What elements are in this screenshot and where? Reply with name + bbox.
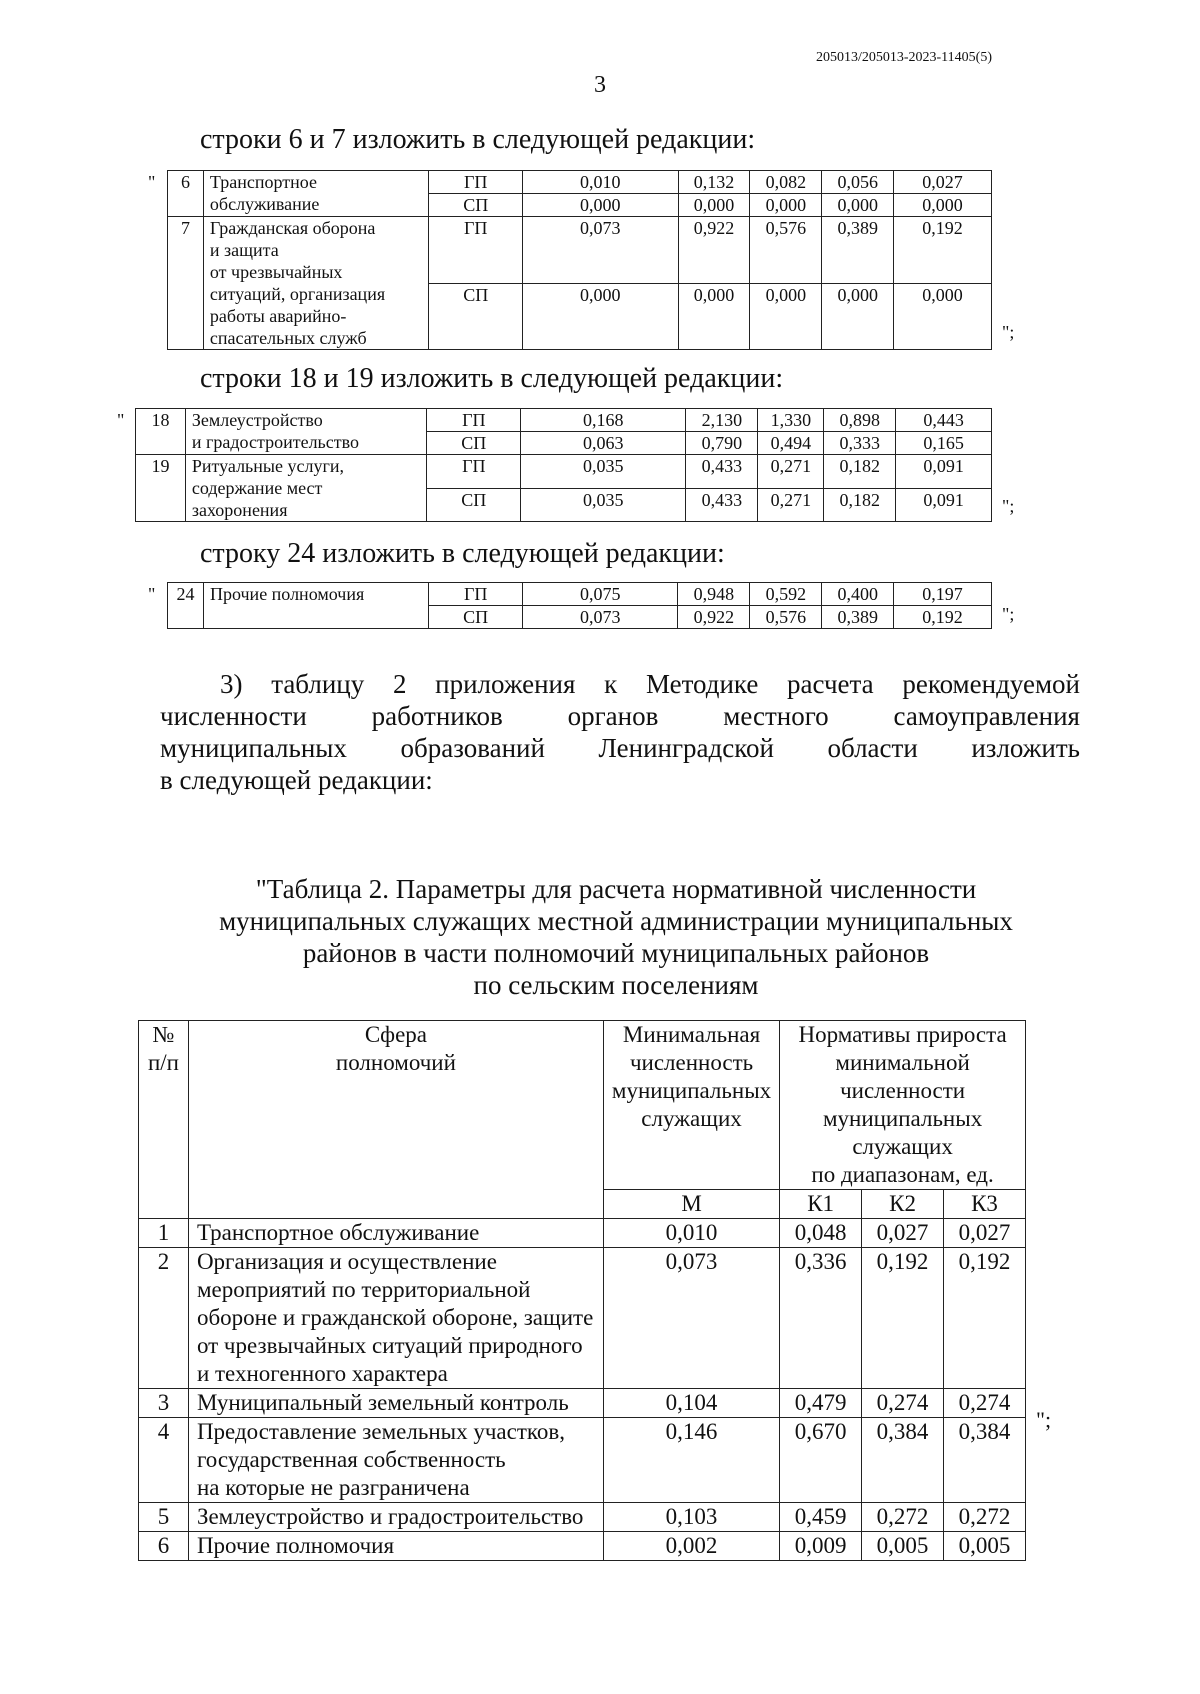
value-cell: 0,056 — [822, 171, 894, 194]
value-cell: 1,330 — [758, 409, 824, 432]
value-cell: 0,000 — [894, 283, 992, 350]
text-line: служащих — [641, 1106, 742, 1131]
value-k1: 0,479 — [780, 1389, 862, 1418]
table-row — [168, 583, 993, 606]
value-k2: 0,192 — [862, 1248, 944, 1389]
text-line: численность — [629, 1050, 754, 1075]
row-spacer — [991, 455, 992, 489]
value-m: 0,104 — [603, 1389, 779, 1418]
row-type: ГП — [429, 217, 523, 284]
header-num — [139, 1021, 189, 1219]
value-cell: 0,948 — [678, 583, 750, 606]
value-cell: 0,192 — [894, 217, 992, 284]
section2-heading: строки 18 и 19 изложить в следующей редакции: — [200, 363, 784, 394]
row-spacer — [991, 283, 992, 350]
value-k1: 0,459 — [780, 1503, 862, 1532]
table2-title-line: районов в части полномочий муниципальных районов — [302, 938, 930, 968]
word: самоуправления — [893, 701, 1080, 731]
row-number: 6 — [139, 1532, 189, 1561]
word: к — [604, 669, 618, 699]
value-m: 0,146 — [603, 1418, 779, 1503]
value-cell: 0,922 — [678, 606, 750, 629]
row-name — [188, 1503, 603, 1532]
paragraph-line-4: в следующей редакции: — [160, 765, 433, 795]
word: изложить — [971, 733, 1080, 763]
text-line: на которые не разграничена — [196, 1475, 470, 1500]
section3-open-quote: " — [148, 584, 156, 604]
row-name — [188, 1418, 603, 1503]
text-line: и защита — [209, 240, 279, 260]
word: образований — [400, 733, 545, 763]
value-cell: 0,073 — [523, 217, 678, 284]
row-number: 18 — [136, 409, 186, 455]
header-norm — [780, 1021, 1026, 1190]
row-type: СП — [429, 283, 523, 350]
row-type: СП — [427, 488, 521, 522]
table2-title — [0, 873, 1200, 1001]
word: работников — [371, 701, 503, 731]
text-line: Прочие полномочия — [209, 584, 365, 604]
paragraph-line-3 — [160, 732, 1080, 764]
value-cell: 0,000 — [822, 194, 894, 217]
text-line: Гражданская оборона — [209, 218, 376, 238]
table-row — [139, 1248, 1026, 1389]
word: муниципальных — [160, 733, 347, 763]
value-cell: 0,443 — [896, 409, 992, 432]
value-k2: 0,274 — [862, 1389, 944, 1418]
header-k1: К1 — [780, 1190, 862, 1219]
word: местного — [723, 701, 829, 731]
section1-open-quote: " — [148, 172, 156, 192]
value-k2: 0,272 — [862, 1503, 944, 1532]
value-cell: 0,433 — [686, 488, 758, 522]
value-k1: 0,336 — [780, 1248, 862, 1389]
table-row — [139, 1532, 1026, 1561]
word: таблицу — [271, 669, 365, 699]
row-number: 3 — [139, 1389, 189, 1418]
value-m: 0,103 — [603, 1503, 779, 1532]
value-cell: 0,000 — [750, 194, 822, 217]
section2-close-quote: "; — [1002, 496, 1015, 516]
row-type: СП — [427, 432, 521, 455]
text-line: захоронения — [191, 500, 288, 520]
value-k3: 0,005 — [944, 1532, 1026, 1561]
value-cell: 0,922 — [678, 217, 750, 284]
row-name — [188, 1248, 603, 1389]
word: Ленинградской — [598, 733, 774, 763]
value-cell: 2,130 — [686, 409, 758, 432]
value-k3: 0,272 — [944, 1503, 1026, 1532]
row-number: 6 — [168, 171, 204, 217]
row-number: 24 — [168, 583, 204, 629]
text-line: № — [152, 1022, 175, 1047]
paragraph-line-2 — [160, 700, 1080, 732]
value-cell: 0,898 — [824, 409, 896, 432]
row-type: ГП — [427, 455, 521, 489]
row-name — [188, 1389, 603, 1418]
value-cell: 0,027 — [894, 171, 992, 194]
header-k3: К3 — [944, 1190, 1026, 1219]
word: 3) — [220, 669, 243, 699]
text-line: Нормативы прироста — [798, 1022, 1007, 1047]
value-cell: 0,168 — [521, 409, 686, 432]
value-cell: 0,091 — [896, 455, 992, 489]
text-line: ситуаций, организация — [209, 284, 386, 304]
row-spacer — [991, 583, 992, 606]
section1-close-quote: "; — [1002, 322, 1015, 342]
value-cell: 0,000 — [523, 283, 678, 350]
text-line: и техногенного характера — [196, 1361, 448, 1386]
word: области — [827, 733, 918, 763]
value-cell: 0,165 — [896, 432, 992, 455]
value-cell: 0,271 — [758, 488, 824, 522]
table-row — [139, 1389, 1026, 1418]
document-id: 205013/205013-2023-11405(5) — [815, 50, 992, 65]
table-row — [139, 1503, 1026, 1532]
row-spacer — [991, 488, 992, 522]
text-line: содержание мест — [191, 478, 323, 498]
row-number: 1 — [139, 1219, 189, 1248]
value-cell: 0,091 — [896, 488, 992, 522]
text-line: мероприятий по территориальной — [196, 1277, 531, 1302]
value-cell: 0,592 — [750, 583, 822, 606]
row-name — [185, 455, 427, 522]
value-cell: 0,389 — [822, 606, 894, 629]
text-line: п/п — [147, 1050, 179, 1075]
row-type: ГП — [427, 409, 521, 432]
value-k3: 0,384 — [944, 1418, 1026, 1503]
value-cell: 0,063 — [521, 432, 686, 455]
value-cell: 0,182 — [824, 488, 896, 522]
value-cell: 0,197 — [894, 583, 992, 606]
value-cell: 0,494 — [758, 432, 824, 455]
text-line: служащих — [852, 1134, 953, 1159]
value-k2: 0,384 — [862, 1418, 944, 1503]
row-spacer — [991, 217, 992, 284]
section1-heading: строки 6 и 7 изложить в следующей редакции: — [200, 124, 756, 155]
text-line: Землеустройство и градостроительство — [196, 1504, 584, 1529]
text-line: Муниципальный земельный контроль — [196, 1390, 569, 1415]
value-cell: 0,576 — [750, 606, 822, 629]
text-line: спасательных служб — [209, 328, 367, 348]
text-line: Организация и осуществление — [196, 1249, 497, 1274]
text-line: численности — [840, 1078, 966, 1103]
value-cell: 0,790 — [686, 432, 758, 455]
page-number: 3 — [594, 72, 606, 98]
table2 — [138, 1020, 1026, 1561]
text-line: обслуживание — [209, 194, 320, 214]
text-line: муниципальных — [611, 1078, 772, 1103]
word: Методике — [645, 669, 759, 699]
text-line: минимальной — [835, 1050, 970, 1075]
word: 2 — [392, 669, 407, 699]
section3-table — [167, 582, 993, 629]
row-spacer — [991, 194, 992, 217]
value-cell: 0,035 — [521, 488, 686, 522]
row-spacer — [991, 606, 992, 629]
row-number: 4 — [139, 1418, 189, 1503]
value-k3: 0,027 — [944, 1219, 1026, 1248]
value-cell: 0,073 — [523, 606, 678, 629]
text-line: Землеустройство — [191, 410, 323, 430]
row-name — [203, 583, 428, 629]
value-cell: 0,271 — [758, 455, 824, 489]
table2-title-line: муниципальных служащих местной администрации муниципальных — [219, 906, 1013, 936]
word: органов — [567, 701, 659, 731]
value-cell: 0,010 — [523, 171, 678, 194]
row-spacer — [991, 409, 992, 432]
row-spacer — [991, 432, 992, 455]
table2-close-quote: "; — [1036, 1407, 1052, 1432]
text-line: и градостроительство — [191, 432, 359, 452]
amendment-paragraph — [160, 668, 1080, 796]
value-k2: 0,027 — [862, 1219, 944, 1248]
text-line: обороне и гражданской обороне, защите — [196, 1305, 594, 1330]
text-line: Транспортное — [209, 172, 317, 192]
text-line: Сфера — [364, 1022, 428, 1047]
section2-open-quote: " — [117, 410, 125, 430]
text-line: от чрезвычайных — [209, 262, 343, 282]
value-cell: 0,082 — [750, 171, 822, 194]
section2-table — [135, 408, 993, 522]
row-type: СП — [429, 194, 523, 217]
text-line: Предоставление земельных участков, — [196, 1419, 565, 1444]
header-k2: К2 — [862, 1190, 944, 1219]
header-min — [603, 1021, 779, 1190]
word: расчета — [787, 669, 874, 699]
row-type: ГП — [429, 583, 523, 606]
table-row — [168, 171, 993, 194]
text-line: муниципальных — [822, 1106, 983, 1131]
value-k3: 0,274 — [944, 1389, 1026, 1418]
value-cell: 0,000 — [750, 283, 822, 350]
table-row — [168, 217, 993, 284]
value-m: 0,002 — [603, 1532, 779, 1561]
value-k1: 0,009 — [780, 1532, 862, 1561]
section1-table — [167, 170, 993, 350]
text-line: по диапазонам, ед. — [811, 1162, 994, 1187]
text-line: Транспортное обслуживание — [196, 1220, 480, 1245]
text-line: Прочие полномочия — [196, 1533, 395, 1558]
value-m: 0,073 — [603, 1248, 779, 1389]
value-cell: 0,000 — [678, 283, 750, 350]
value-cell: 0,000 — [894, 194, 992, 217]
paragraph-line-1 — [160, 668, 1080, 700]
value-cell: 0,400 — [822, 583, 894, 606]
value-cell: 0,000 — [678, 194, 750, 217]
value-cell: 0,333 — [824, 432, 896, 455]
value-cell: 0,433 — [686, 455, 758, 489]
row-name — [188, 1532, 603, 1561]
word: приложения — [435, 669, 576, 699]
row-name — [203, 217, 428, 350]
text-line: Минимальная — [622, 1022, 761, 1047]
value-k2: 0,005 — [862, 1532, 944, 1561]
header-sphere — [188, 1021, 603, 1219]
value-cell: 0,000 — [523, 194, 678, 217]
text-line: от чрезвычайных ситуаций природного — [196, 1333, 583, 1358]
word: рекомендуемой — [902, 669, 1080, 699]
text-line: государственная собственность — [196, 1447, 506, 1472]
table-row — [139, 1418, 1026, 1503]
value-k1: 0,048 — [780, 1219, 862, 1248]
section3-close-quote: "; — [1002, 604, 1015, 624]
row-spacer — [991, 171, 992, 194]
value-cell: 0,035 — [521, 455, 686, 489]
table-row — [139, 1219, 1026, 1248]
text-line: работы аварийно- — [209, 306, 347, 326]
value-cell: 0,389 — [822, 217, 894, 284]
row-number: 5 — [139, 1503, 189, 1532]
row-name — [203, 171, 428, 217]
value-cell: 0,000 — [822, 283, 894, 350]
value-m: 0,010 — [603, 1219, 779, 1248]
table-row — [136, 455, 993, 489]
word: численности — [160, 701, 307, 731]
table-row — [136, 409, 993, 432]
row-type: СП — [429, 606, 523, 629]
row-number: 19 — [136, 455, 186, 522]
row-name — [188, 1219, 603, 1248]
value-cell: 0,182 — [824, 455, 896, 489]
value-k3: 0,192 — [944, 1248, 1026, 1389]
value-cell: 0,075 — [523, 583, 678, 606]
row-number: 2 — [139, 1248, 189, 1389]
text-line: Ритуальные услуги, — [191, 456, 344, 476]
text-line: полномочий — [335, 1050, 456, 1075]
value-k1: 0,670 — [780, 1418, 862, 1503]
section3-heading: строку 24 изложить в следующей редакции: — [200, 538, 725, 569]
row-number: 7 — [168, 217, 204, 350]
row-name — [185, 409, 427, 455]
value-cell: 0,192 — [894, 606, 992, 629]
table2-title-line: по сельским поселениям — [473, 970, 759, 1000]
value-cell: 0,132 — [678, 171, 750, 194]
table2-title-line: "Таблица 2. Параметры для расчета нормативной численности — [255, 874, 977, 904]
header-m: М — [603, 1190, 779, 1219]
row-type: ГП — [429, 171, 523, 194]
value-cell: 0,576 — [750, 217, 822, 284]
